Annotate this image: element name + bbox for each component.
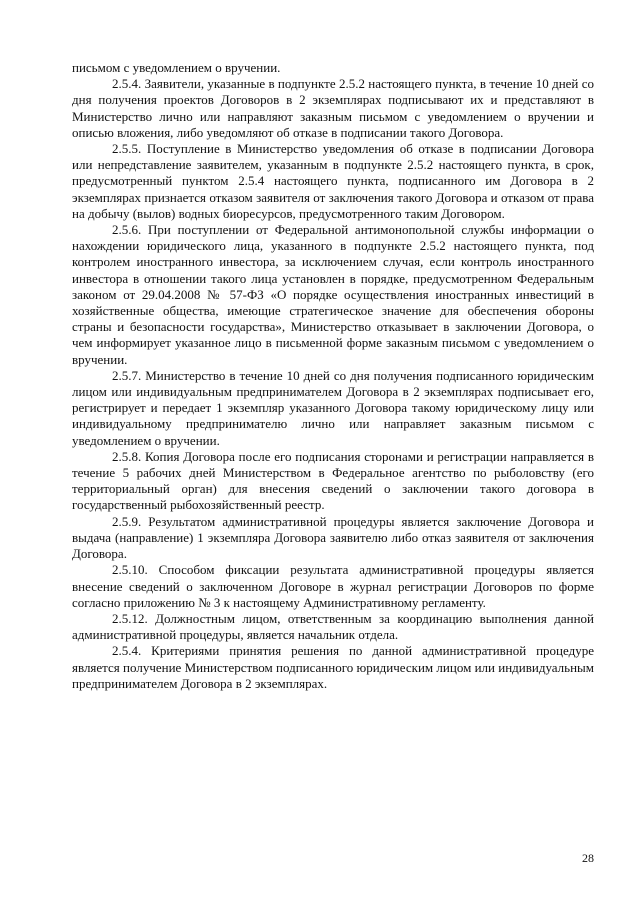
page-number: 28 — [582, 851, 594, 865]
paragraph-2-5-7: 2.5.7. Министерство в течение 10 дней со дня получения подписанного юридическим лицом или индивидуальным предпринимателем Договора в 2 экземплярах подписывает его, регистрирует и передает 1 экземпляр указанного Договора такому юридическому лицу или индивидуальному предпринимателю лично или направляет заказным письмом с уведомлением о вручении. — [72, 367, 594, 448]
document-page — [72, 60, 594, 692]
paragraph-2-5-4-criteria: 2.5.4. Критериями принятия решения по данной административной процедуре является получение Министерством подписанного юридическим лицом или индивидуальным предпринимателем Договора в 2 экземплярах. — [72, 643, 594, 691]
paragraph-continuation: письмом с уведомлением о вручении. — [72, 60, 281, 75]
paragraph-2-5-10: 2.5.10. Способом фиксации результата административной процедуры является внесение сведений о заключенном Договоре в журнал регистрации Договоров по форме согласно приложению № 3 к настоящему Административному регламенту. — [72, 562, 594, 610]
paragraph-2-5-6: 2.5.6. При поступлении от Федеральной антимонопольной службы информации о нахождении юридического лица, указанного в подпункте 2.5.2 настоящего пункта, под контролем иностранного инвестора, за исключением случая, если контроль иностранного инвестора в отношении такого лица установлен в порядке, предусмотренном Федеральным законом от 29.04.2008 № 57-ФЗ «О порядке осуществления иностранных инвестиций в хозяйственные общества, имеющие стратегическое значение для обеспечения обороны страны и безопасности государства», Министерство отказывает в заключении Договора, о чем информирует указанное лицо в письменной форме заказным письмом с уведомлением о вручении. — [72, 222, 594, 367]
paragraph-2-5-5: 2.5.5. Поступление в Министерство уведомления об отказе в подписании Договора или непредставление заявителем, указанным в подпункте 2.5.2 настоящего пункта, в срок, предусмотренный пунктом 2.5.4 настоящего пункта, подписанного им Договора в 2 экземплярах признается отказом заявителя от заключения такого Договора и отказом от права на добычу (вылов) водных биоресурсов, предусмотренного таким Договором. — [72, 141, 594, 221]
paragraph-2-5-4: 2.5.4. Заявители, указанные в подпункте 2.5.2 настоящего пункта, в течение 10 дней со дня получения проектов Договоров в 2 экземплярах подписывают их и представляют в Министерство лично или направляют заказным письмом с уведомлением о вручении и описью вложения, либо уведомляют об отказе в подписании такого Договора. — [72, 76, 594, 140]
paragraph-2-5-9: 2.5.9. Результатом административной процедуры является заключение Договора и выдача (направление) 1 экземпляра Договора заявителю либо отказ заявителя от заключения Договора. — [72, 513, 594, 562]
paragraph-2-5-8: 2.5.8. Копия Договора после его подписания сторонами и регистрации направляется в течение 5 рабочих дней Министерством в Федеральное агентство по рыболовству (его территориальный орган) для внесения сведений о заключении такого договора в государственный рыбохозяйственный реестр. — [72, 448, 594, 513]
paragraph-2-5-12: 2.5.12. Должностным лицом, ответственным за координацию выполнения данной административной процедуры, является начальник отдела. — [72, 610, 594, 643]
